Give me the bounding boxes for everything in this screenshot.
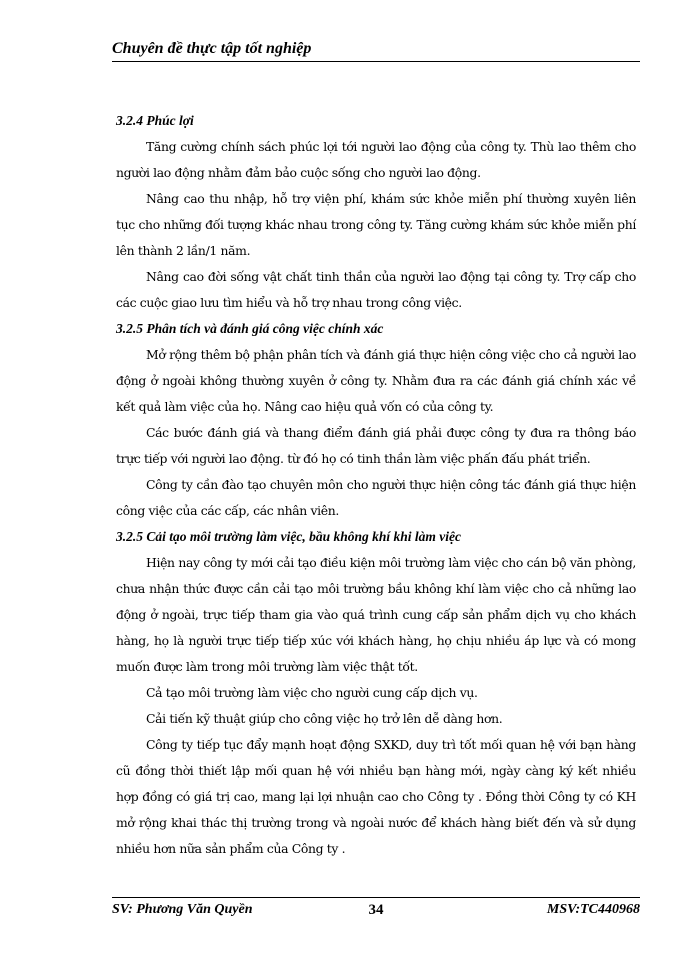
footer-student-name: SV: Phương Văn Quyền (112, 902, 253, 917)
footer-student-id: MSV:TC440968 (546, 902, 640, 917)
page-footer (112, 902, 640, 922)
paragraph: Công ty tiếp tục đẩy mạnh hoạt động SXKD, duy trì tốt mối quan hệ với bạn hàng cũ đồng thời thiết lập mối quan hệ với nhiều bạn hàng mới, ngày càng ký kết nhiều hợp đồng có giá trị cao, mang lại lợi nhuận cao cho Công ty . Đồng thời Công ty có KH mở rộng khai thác thị trường trong và ngoài nước để khách hàng biết đến và sử dụng nhiều hơn nữa sản phẩm của Công ty . (116, 737, 636, 856)
section-job-evaluation (116, 316, 636, 524)
section-heading: 3.2.4 Phúc lợi (116, 113, 194, 128)
paragraph: Hiện nay công ty mới cải tạo điều kiện môi trường làm việc cho cán bộ văn phòng, chưa nhận thức được cần cải tạo môi trường bầu không khí làm việc cho cả những lao động ở ngoài, trực tiếp tham gia vào quá trình cung cấp sản phẩm dịch vụ cho khách hàng, họ là người trực tiếp tiếp xúc với khách hàng, họ chịu nhiều áp lực và có mong muốn được làm trong môi trường làm việc thật tốt. (116, 555, 636, 674)
header-divider (112, 61, 640, 62)
page-header-title: Chuyên đề thực tập tốt nghiệp (112, 40, 312, 57)
document-body (116, 108, 636, 862)
paragraph: Tăng cường chính sách phúc lợi tới người lao động của công ty. Thù lao thêm cho người lao động nhằm đảm bảo cuộc sống cho người lao động. (116, 139, 636, 180)
paragraph: Cả tạo môi trường làm việc cho người cung cấp dịch vụ. (146, 685, 478, 700)
paragraph: Các bước đánh giá và thang điểm đánh giá phải được công ty đưa ra thông báo trực tiếp với người lao động. từ đó họ có tinh thần làm việc phấn đấu phát triển. (116, 425, 636, 466)
paragraph: Cải tiến kỹ thuật giúp cho công việc họ trở lên dễ dàng hơn. (146, 711, 503, 726)
paragraph: Nâng cao đời sống vật chất tinh thần của người lao động tại công ty. Trợ cấp cho các cuộc giao lưu tìm hiểu và hỗ trợ nhau trong công việc. (116, 269, 636, 310)
page-number: 34 (368, 902, 384, 918)
footer-divider (112, 897, 640, 898)
paragraph: Mở rộng thêm bộ phận phân tích và đánh giá thực hiện công việc cho cả người lao động ở ngoài không thường xuyên ở công ty. Nhằm đưa ra các đánh giá chính xác về kết quả làm việc của họ. Nâng cao hiệu quả vốn có của công ty. (116, 347, 636, 414)
section-welfare (116, 108, 636, 316)
paragraph: Nâng cao thu nhập, hỗ trợ viện phí, khám sức khỏe miễn phí thường xuyên liên tục cho những đối tượng khác nhau trong công ty. Tăng cường khám sức khỏe miễn phí lên thành 2 lần/1 năm. (116, 191, 636, 258)
section-heading: 3.2.5 Cải tạo môi trường làm việc, bầu không khí khi làm việc (116, 529, 461, 544)
section-work-environment (116, 524, 636, 862)
section-heading: 3.2.5 Phân tích và đánh giá công việc chính xác (116, 321, 384, 336)
paragraph: Công ty cần đào tạo chuyên môn cho người thực hiện công tác đánh giá thực hiện công việc của các cấp, các nhân viên. (116, 477, 636, 518)
